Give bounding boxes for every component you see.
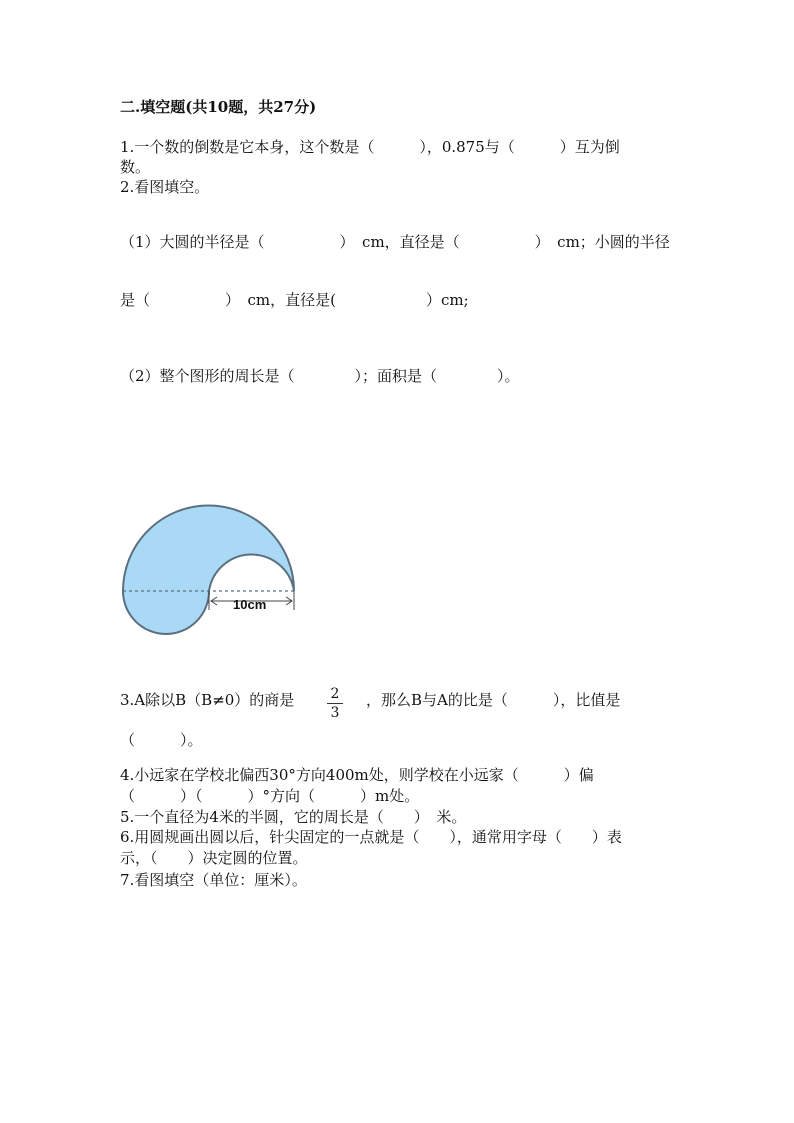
question-7: 7.看图填空（单位：厘米）。 [120, 871, 307, 889]
dimension-label: 10cm [233, 597, 267, 612]
fraction-denominator: 3 [330, 705, 340, 721]
shaded-region [123, 506, 294, 635]
question-3-line-1-after: ，那么B与A的比是（ ），比值是 [366, 691, 621, 709]
question-2-part-1-line-2: 是（ ） cm，直径是( ）cm; [120, 291, 469, 309]
fraction-bar [327, 703, 343, 704]
fraction-numerator: 2 [330, 686, 340, 702]
question-4-line-1: 4.小远家在学校北偏西30°方向400m处，则学校在小远家（ ）偏 [120, 766, 594, 784]
fraction-two-thirds [327, 686, 343, 721]
question-2-intro: 2.看图填空。 [120, 178, 210, 196]
question-2-part-2: （2）整个图形的周长是（ ）；面积是（ ）。 [120, 367, 520, 385]
section-title: 二.填空题(共10题，共27分) [120, 98, 317, 116]
semicircle-figure [120, 500, 310, 635]
question-2-part-1-line-1: （1）大圆的半径是（ ） cm，直径是（ ） cm；小圆的半径 [120, 233, 670, 251]
question-5: 5.一个直径为4米的半圆，它的周长是（ ） 米。 [120, 808, 467, 826]
question-6-line-1: 6.用圆规画出圆以后，针尖固定的一点就是（ ），通常用字母（ ）表 [120, 828, 622, 846]
question-3-line-1-before: 3.A除以B（B≠0）的商是 [120, 691, 295, 709]
question-4-line-2: （ ）（ ）°方向（ ）m处。 [120, 787, 420, 805]
question-6-line-2: 示，（ ）决定圆的位置。 [120, 849, 308, 867]
question-3-line-2: （ ）。 [120, 731, 203, 749]
question-1-line-2: 数。 [120, 158, 151, 176]
question-1-line-1: 1.一个数的倒数是它本身，这个数是（ ），0.875与（ ）互为倒 [120, 138, 620, 156]
